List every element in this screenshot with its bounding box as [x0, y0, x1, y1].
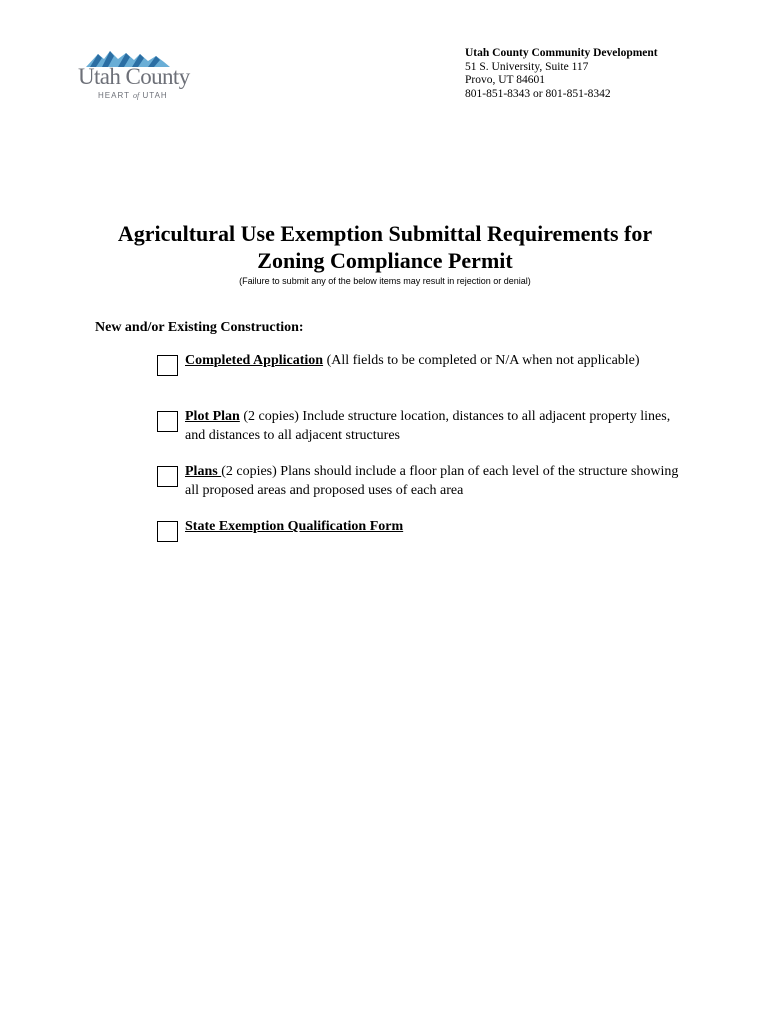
checkbox[interactable] [157, 355, 178, 376]
checklist-item-text [185, 408, 680, 445]
title-line-1: Agricultural Use Exemption Submittal Requirements for [117, 221, 653, 246]
checkbox[interactable] [157, 411, 178, 432]
checklist-item-text [185, 352, 680, 371]
address-phone: 801-851-8343 or 801-851-8342 [465, 87, 611, 100]
checklist-item-detail: (All fields to be completed or N/A when not applicable) [323, 353, 640, 368]
checklist-item-text [185, 463, 680, 500]
address-city: Provo, UT 84601 [465, 74, 545, 86]
logo-tagline: HEART of UTAH [98, 91, 168, 100]
section-heading: New and/or Existing Construction: [95, 320, 304, 335]
document-title [0, 220, 770, 274]
checklist-item-text [185, 518, 680, 537]
checklist-item-label: Completed Application [185, 353, 324, 368]
office-address [465, 47, 658, 101]
checklist-item-label: Plot Plan [185, 409, 240, 424]
checklist-item-label: Plans [185, 464, 222, 479]
checklist-item-label: State Exemption Qualification Form [185, 519, 404, 534]
logo-wordmark: Utah County [78, 64, 190, 89]
address-street: 51 S. University, Suite 117 [465, 60, 589, 73]
utah-county-logo [76, 48, 188, 104]
checkbox[interactable] [157, 466, 178, 487]
checkbox[interactable] [157, 521, 178, 542]
address-organization: Utah County Community Development [465, 47, 658, 59]
checklist-item-detail: (2 copies) Include structure location, distances to all adjacent property lines, and distances to all adjacent structures [185, 409, 671, 443]
checklist-item-detail: (2 copies) Plans should include a floor plan of each level of the structure showing all proposed areas and proposed uses of each area [185, 464, 679, 498]
title-line-2: Zoning Compliance Permit [257, 248, 513, 273]
document-subtitle: (Failure to submit any of the below items may result in rejection or denial) [239, 276, 531, 286]
